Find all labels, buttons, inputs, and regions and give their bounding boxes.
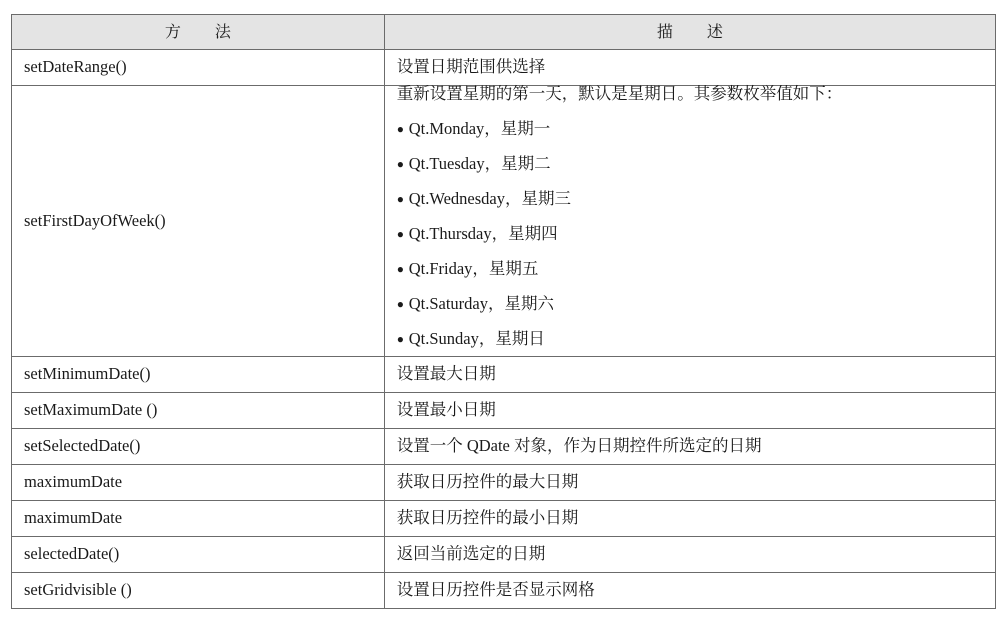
header-method: [12, 15, 385, 50]
list-item-text: Qt.Thursday，星期四: [408, 224, 558, 243]
description-text: 重新设置星期的第一天，默认是星期日。其参数枚举值如下：: [396, 84, 843, 103]
bullet-icon: ●: [396, 157, 404, 171]
table-row: [12, 50, 996, 86]
description-cell: [384, 86, 995, 357]
description-cell: 设置一个 QDate 对象，作为日期控件所选定的日期: [384, 429, 995, 465]
table-row: [12, 393, 996, 429]
description-cell: 获取日历控件的最小日期: [384, 501, 995, 537]
methods-table: [11, 14, 996, 609]
list-item: [397, 181, 995, 216]
bullet-icon: ●: [396, 262, 404, 276]
method-cell: setMaximumDate (): [12, 393, 385, 429]
method-cell: maximumDate: [12, 465, 385, 501]
list-item: [397, 251, 995, 286]
list-item-text: Qt.Monday，星期一: [408, 119, 551, 138]
header-desc-char-2: 述: [706, 22, 723, 41]
description-cell: 设置最小日期: [384, 393, 995, 429]
method-cell: setDateRange(): [12, 50, 385, 86]
description-cell: 设置日期范围供选择: [384, 50, 995, 86]
header-desc-char-1: 描: [656, 22, 673, 41]
table-row: [12, 501, 996, 537]
list-item: [397, 286, 995, 321]
method-cell: setMinimumDate(): [12, 357, 385, 393]
bullet-icon: ●: [396, 297, 404, 311]
table-row: [12, 537, 996, 573]
method-cell: setSelectedDate(): [12, 429, 385, 465]
table-row: [12, 429, 996, 465]
list-item-text: Qt.Sunday，星期日: [408, 329, 545, 348]
method-cell: setFirstDayOfWeek(): [12, 86, 385, 357]
list-item: [397, 216, 995, 251]
list-item: [397, 321, 995, 356]
header-description: [384, 15, 995, 50]
table-row: [12, 86, 996, 357]
description-cell: 获取日历控件的最大日期: [384, 465, 995, 501]
table-row: [12, 465, 996, 501]
list-item: [397, 146, 995, 181]
method-cell: setGridvisible (): [12, 573, 385, 609]
bullet-icon: ●: [396, 227, 404, 241]
description-cell: 返回当前选定的日期: [384, 537, 995, 573]
bullet-icon: ●: [396, 332, 404, 346]
header-method-char-1: 方: [164, 22, 181, 41]
list-item: [397, 111, 995, 146]
method-cell: selectedDate(): [12, 537, 385, 573]
description-cell: 设置最大日期: [384, 357, 995, 393]
list-item-text: Qt.Saturday，星期六: [408, 294, 554, 313]
table-row: [12, 573, 996, 609]
header-row: [12, 15, 996, 50]
header-method-char-2: 法: [214, 22, 231, 41]
list-item-text: Qt.Friday，星期五: [408, 259, 539, 278]
bullet-icon: ●: [396, 122, 404, 136]
table-row: [12, 357, 996, 393]
list-item-text: Qt.Tuesday，星期二: [408, 154, 551, 173]
list-item-text: Qt.Wednesday，星期三: [408, 189, 571, 208]
method-cell: maximumDate: [12, 501, 385, 537]
bullet-icon: ●: [396, 192, 404, 206]
description-cell: 设置日历控件是否显示网格: [384, 573, 995, 609]
